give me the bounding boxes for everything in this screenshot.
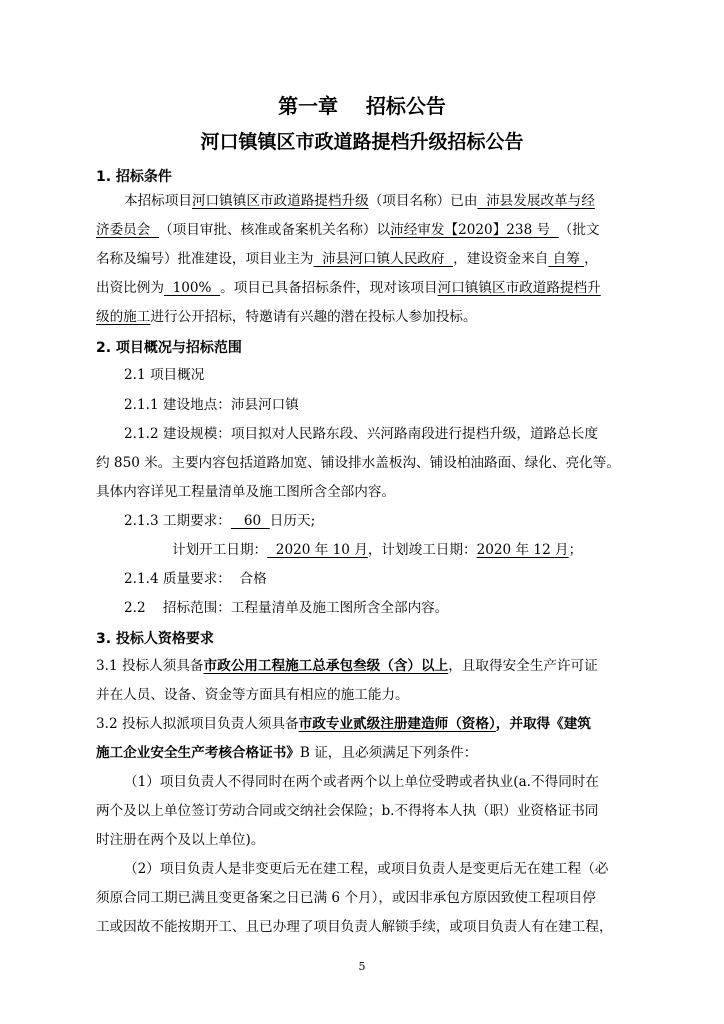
paragraph-line: 3.2 投标人拟派项目负责人须具备市政专业贰级注册建造师（资格），并取得《建筑 <box>96 716 591 732</box>
paragraph-line: 3.1 投标人须具备市政公用工程施工总承包叁级（含）以上，且取得安全生产许可证 <box>96 658 598 674</box>
paragraph-line: 2.1.3 工期要求： 60 日历天; <box>124 513 316 529</box>
paragraph-line: 施工企业安全生产考核合格证书》B 证，且必须满足下列条件： <box>96 745 478 761</box>
paragraph-line: 两个及以上单位签订劳动合同或交纳社会保险；b.不得将本人执（职）业资格证书同 <box>96 803 599 819</box>
section-1-heading: 1. 招标条件 <box>96 169 172 185</box>
page-number: 5 <box>358 960 366 973</box>
paragraph-line: （2）项目负责人是非变更后无在建工程，或项目负责人是变更后无在建工程（必 <box>124 861 609 877</box>
paragraph-line: 2.1.2 建设规模：项目拟对人民路东段、兴河路南段进行提档升级，道路总长度 <box>124 426 598 442</box>
paragraph-line: 须原合同工期已满且变更备案之日已满 6 个月），或因非承包方原因致使工程项目停 <box>96 890 596 906</box>
paragraph-line: 具体内容详见工程量清单及施工图所含全部内容。 <box>96 484 396 500</box>
section-2-heading: 2. 项目概况与招标范围 <box>96 340 242 356</box>
chapter-title: 第一章 招标公告 <box>278 94 446 118</box>
section-3-heading: 3. 投标人资格要求 <box>96 631 214 647</box>
paragraph-line: 济委员会 （项目审批、核准或备案机关名称）以沛经审发【2020】238 号 （批文 <box>96 222 600 238</box>
paragraph-line: 级的施工进行公开招标，特邀请有兴趣的潜在投标人参加投标。 <box>96 309 477 325</box>
paragraph-line: 出资比例为 100% 。项目已具备招标条件，现对该项目河口镇镇区市政道路提档升 <box>96 280 601 296</box>
paragraph-line: 2.2 招标范围：工程量清单及施工图所含全部内容。 <box>124 600 449 616</box>
paragraph-line: 约 850 米。主要内容包括道路加宽、铺设排水盖板沟、铺设柏油路面、绿化、亮化等。 <box>96 455 620 471</box>
paragraph-line: 计划开工日期： 2020 年 10 月，计划竣工日期：2020 年 12 月； <box>172 542 583 558</box>
paragraph-line: 2.1 项目概况 <box>124 367 205 383</box>
document-title: 河口镇镇区市政道路提档升级招标公告 <box>200 131 524 153</box>
paragraph-line: 时注册在两个及以上单位)。 <box>96 832 265 848</box>
paragraph-line: 2.1.4 质量要求： 合格 <box>124 571 267 587</box>
paragraph-line: 本招标项目河口镇镇区市政道路提档升级（项目名称）已由 沛县发展改革与经 <box>124 193 595 209</box>
paragraph-line: 工或因故不能按期开工、且已办理了项目负责人解锁手续，或项目负责人有在建工程， <box>96 919 613 935</box>
paragraph-line: 名称及编号）批准建设，项目业主为 沛县河口镇人民政府 ，建设资金来自 自筹 ， <box>96 251 598 267</box>
paragraph-line: 并在人员、设备、资金等方面具有相应的施工能力。 <box>96 687 409 703</box>
paragraph-line: （1）项目负责人不得同时在两个或者两个以上单位受聘或者执业(a.不得同时在 <box>124 774 599 790</box>
paragraph-line: 2.1.1 建设地点：沛县河口镇 <box>124 397 299 413</box>
